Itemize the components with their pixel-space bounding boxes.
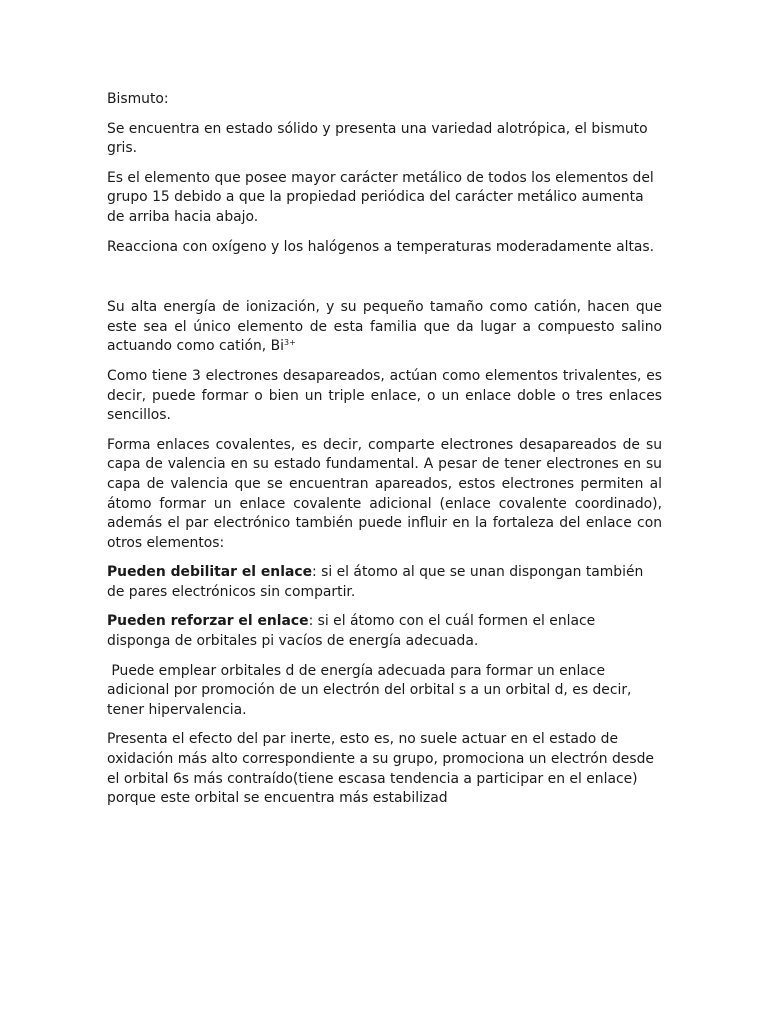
paragraph-reacciona-oxigeno: Reacciona con oxígeno y los halógenos a temperaturas moderadamente altas. (107, 238, 655, 255)
paragraph-estado-solido: Se encuentra en estado sólido y presenta una variedad alotrópica, el bismuto gris. (107, 120, 648, 157)
document-body (107, 90, 662, 819)
debilitar-enlace-heading: Pueden debilitar el enlace (107, 564, 312, 581)
debilitar-enlace-text: : si el átomo al que se unan dispongan también de pares electrónicos sin compartir. (107, 564, 644, 600)
reforzar-enlace-heading: Pueden reforzar el enlace (107, 613, 309, 630)
paragraph-caracter-metalico: Es el elemento que posee mayor carácter metálico de todos los elementos del grupo 15 debido a que la propiedad periódica del carácter metálico aumenta de arriba hacia abajo. (107, 169, 654, 225)
paragraph-electrones-desapareados: Como tiene 3 electrones desapareados, actúan como elementos trivalentes, es decir, puede formar o bien un triple enlace, o un enlace doble o tres enlaces sencillos. (107, 367, 662, 424)
paragraph-enlaces-covalentes: Forma enlaces covalentes, es decir, comparte electrones desapareados de su capa de valencia en su estado fundamental. A pesar de tener electrones en su capa de valencia que se encuentran apareados, estos electrones permiten al átomo formar un enlace covalente adicional (enlace covalente coordinado), además el par electrónico también puede influir en la fortaleza del enlace con otros elementos: (107, 436, 662, 551)
paragraph-orbitales-d: Puede emplear orbitales d de energía adecuada para formar un enlace adicional por promoción de un electrón del orbital s a un orbital d, es decir, tener hipervalencia. (107, 662, 636, 718)
paragraph-reforzar-enlace (107, 612, 662, 651)
paragraph-par-inerte: Presenta el efecto del par inerte, esto es, no suele actuar en el estado de oxidación más alto correspondiente a su grupo, promociona un electrón desde el orbital 6s más contraído(tiene escasa tendencia a participar en el enlace) porque este orbital se encuentra más estabilizad (107, 731, 654, 807)
blank-line (107, 267, 662, 298)
paragraph-energia-ionizacion-text: Su alta energía de ionización, y su pequeño tamaño como catión, hacen que este sea el único elemento de esta familia que da lugar a compuesto salino actuando como catión, Bi (107, 299, 662, 355)
paragraph-debilitar-enlace (107, 563, 662, 602)
cation-charge-superscript: 3+ (284, 338, 296, 348)
document-heading: Bismuto: (107, 91, 169, 107)
reforzar-enlace-text: : si el átomo con el cuál formen el enlace disponga de orbitales pi vacíos de energía adecuada. (107, 613, 596, 650)
paragraph-energia-ionizacion (107, 298, 662, 357)
